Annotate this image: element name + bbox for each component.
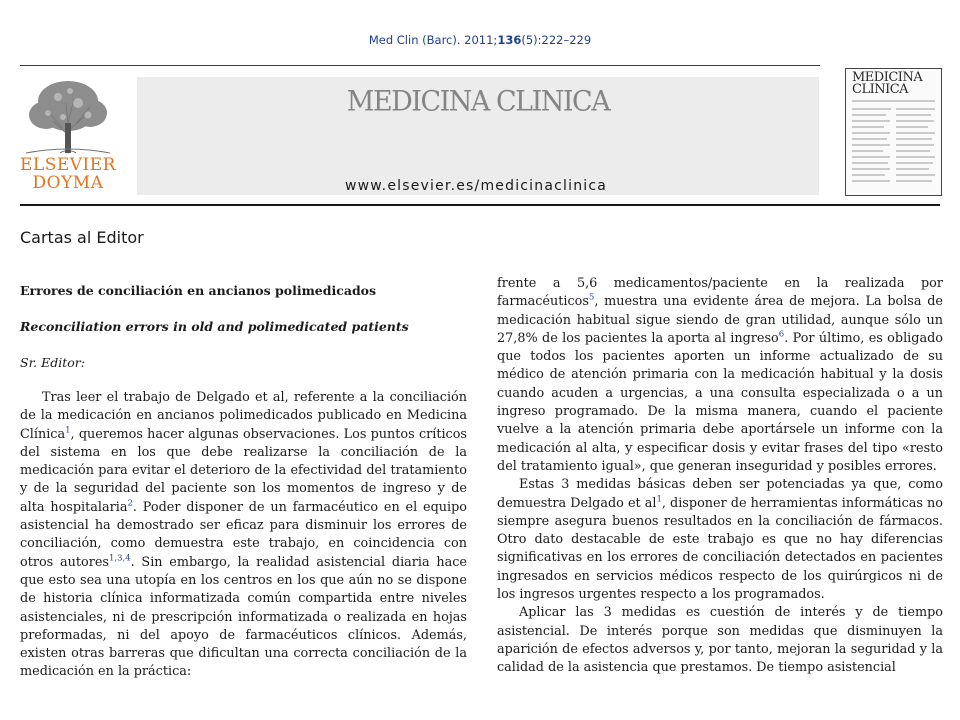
journal-citation bbox=[0, 33, 960, 47]
text-run: Tras leer el trabajo de Delgado et al, referente a la conciliación de la medicación en ancianos polimedicados publicado en Medicina Clínica bbox=[20, 390, 467, 442]
publisher-line1: ELSEVIER bbox=[20, 155, 116, 175]
cover-title-line1: MEDICINA bbox=[852, 70, 923, 85]
cover-title-line2: CLINICA bbox=[852, 82, 909, 97]
paragraph: Aplicar las 3 medidas es cuestión de interés y de tiempo asistencial. De interés porque son medidas que disminuyen la aparición de efectos adversos y, por tanto, mejoran la seguridad y la calidad de la asistencia que prestamos. De tiempo asistencial bbox=[497, 605, 943, 676]
text-run: , muestra una evidente área de mejora. La bolsa de medicación habitual sigue siendo de gran utilidad, aunque sólo un 27,8% de los pacientes la aporta al ingreso bbox=[497, 294, 943, 346]
paragraph bbox=[497, 476, 943, 604]
text-run: , disponer de herramientas informáticas no siempre asegura buenos resultados en la conciliación de fármacos. Otro dato destacable de este trabajo es que no hay diferencias significativas en los errores de conciliación detectados en pacientes ingresados en servicios médicos respecto de los quirúrgicos ni de los ingresos urgentes respecto a los programados. bbox=[497, 495, 944, 603]
text-run: . Poder disponer de un farmacéutico en el equipo asistencial ha demostrado ser eficaz para disminuir los errores de conciliación, como demuestra este trabajo, en coincidencia con otros autores bbox=[20, 499, 468, 570]
salutation: Sr. Editor: bbox=[20, 355, 85, 370]
text-run: frente a 5,6 medicamentos/paciente en la realizada por farmacéuticos bbox=[497, 276, 943, 310]
paragraph bbox=[20, 389, 467, 682]
text-run: , queremos hacer algunas observaciones. Los puntos críticos del sistema en los que debe realizarse la conciliación de la medicación para evitar el deterioro de la efectividad del tratamiento y de la seguridad del paciente son los momentos de ingreso y de alta hospitalaria bbox=[20, 426, 467, 515]
reference-link[interactable]: 2 bbox=[127, 498, 133, 509]
header-bottom-rule bbox=[20, 204, 940, 206]
citation-journal: Med Clin (Barc). 2011; bbox=[368, 33, 498, 47]
article-title: Errores de conciliación en ancianos polimedicados bbox=[20, 283, 377, 298]
text-run: Estas 3 medidas básicas deben ser potenciadas ya que, como demuestra Delgado et al bbox=[497, 477, 943, 511]
citation-volume: 136 bbox=[497, 33, 522, 47]
body-column-right bbox=[497, 275, 943, 678]
citation-issue: (5) bbox=[521, 33, 538, 47]
text-run: . Sin embargo, la realidad asistencial diaria hace que esto sea una utopía en los centros en los que aún no se dispone de historia clínica informatizada común compartida entre niveles asistenciales, ni de prescripción informatizada o realizada en hojas preformadas, ni del apoyo de farmacéuticos clínicos. Además, existen otras barreras que dificultan una correcta conciliación de la medicación en la práctica: bbox=[20, 554, 468, 680]
publisher-wordmark bbox=[18, 156, 118, 192]
citation-pages: :222–229 bbox=[537, 33, 592, 47]
reference-link[interactable]: 1 bbox=[65, 425, 71, 436]
section-title: Cartas al Editor bbox=[20, 228, 144, 247]
cover-title bbox=[852, 72, 937, 96]
article-subtitle: Reconciliation errors in old and polimedicated patients bbox=[20, 319, 409, 334]
reference-link[interactable]: 6 bbox=[778, 329, 785, 340]
body-column-left bbox=[20, 389, 467, 682]
journal-url: www.elsevier.es/medicinaclinica bbox=[345, 178, 608, 194]
text-run: . Por último, es obligado que todos los pacientes aporten un informe actualizado de su médico de atención primaria con la medicación habitual y la dosis cuando acuden a urgencias, a una consulta especializada o a un ingreso programado. De la misma manera, cuando el paciente vuelve a la atención primaria debe aportársele un informe con la medicación al alta, y especificar dosis y evitar frases del tipo «resto del tratamiento igual», que generan inseguridad y posibles errores. bbox=[497, 330, 943, 474]
header-top-rule bbox=[20, 65, 820, 66]
publisher-line2: DOYMA bbox=[32, 173, 104, 193]
reference-link[interactable]: 1,3,4 bbox=[108, 553, 131, 564]
journal-name: MEDICINA CLINICA bbox=[346, 85, 610, 118]
reference-link[interactable]: 1 bbox=[656, 494, 662, 505]
paragraph bbox=[497, 275, 943, 476]
reference-link[interactable]: 5 bbox=[588, 293, 595, 304]
